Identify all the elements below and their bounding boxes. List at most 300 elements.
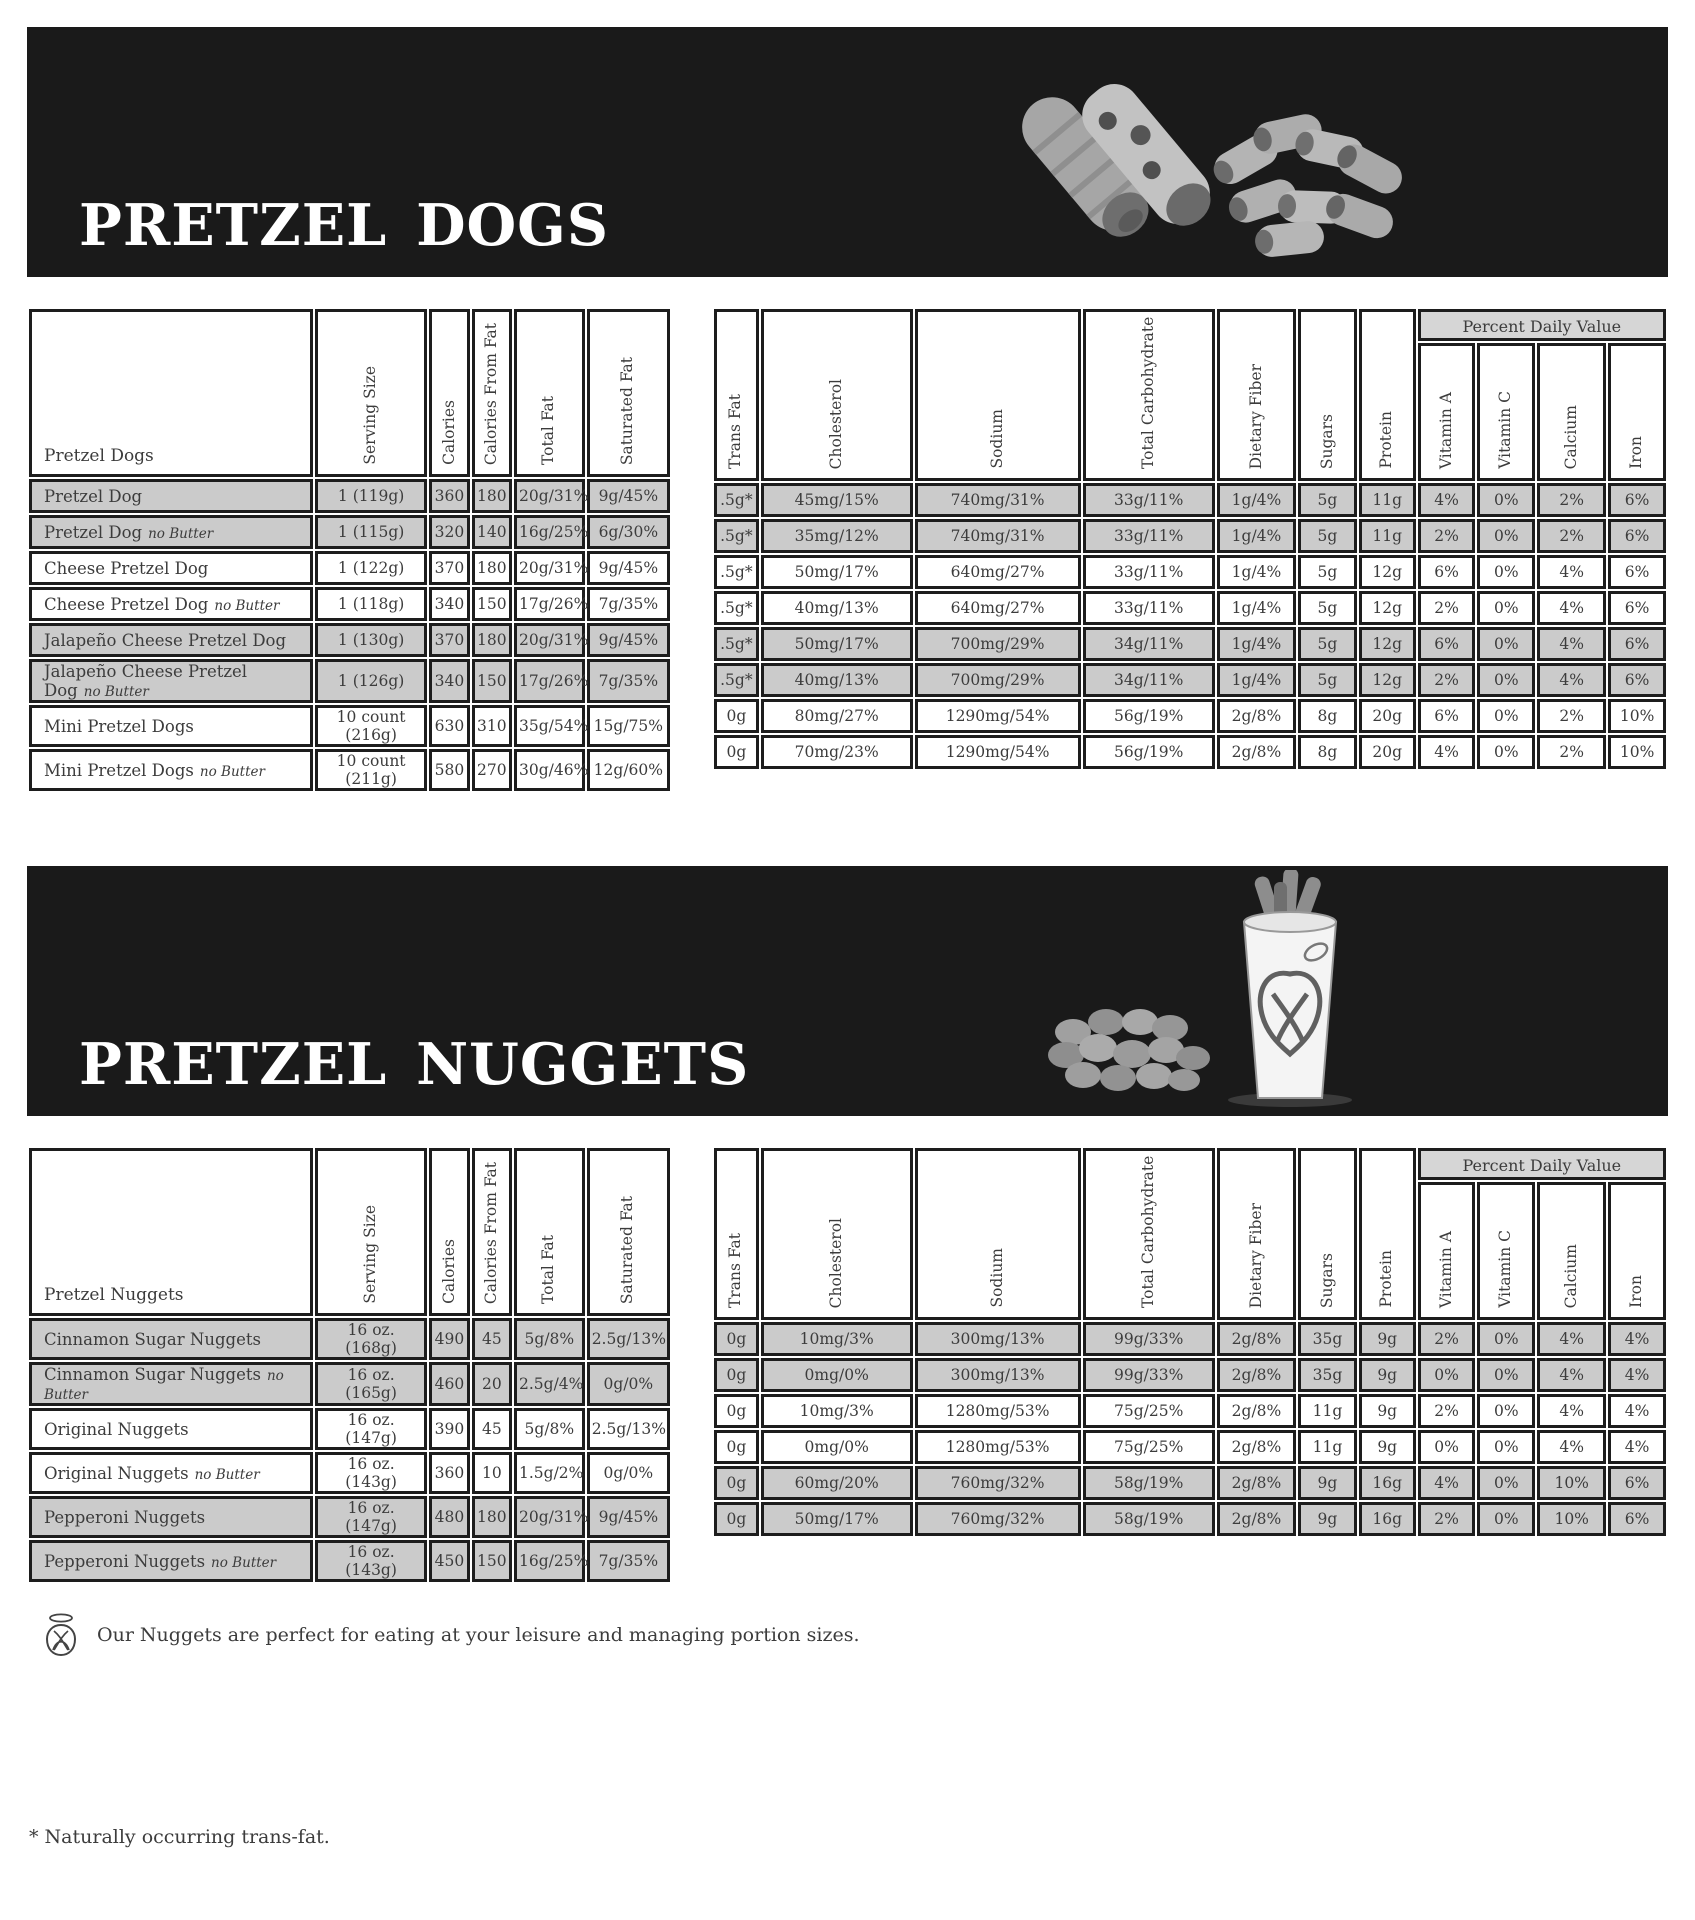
row-name-cell bbox=[29, 749, 313, 791]
value-cell: 20 bbox=[472, 1362, 512, 1406]
table-row bbox=[29, 1452, 670, 1494]
value-cell: 9g bbox=[1359, 1394, 1416, 1428]
item-name: Pepperoni Nuggets bbox=[44, 1551, 206, 1571]
col-total-carbohydrate: Total Carbohydrate bbox=[1083, 1148, 1215, 1320]
value-cell: 2g/8% bbox=[1217, 699, 1296, 733]
item-name: Original Nuggets bbox=[44, 1419, 189, 1439]
value-cell: 56g/19% bbox=[1083, 699, 1215, 733]
value-cell: 0mg/0% bbox=[761, 1358, 913, 1392]
pretzel-dogs-photo bbox=[978, 64, 1418, 269]
value-cell: 58g/19% bbox=[1083, 1502, 1215, 1536]
value-cell: 1 (126g) bbox=[315, 659, 427, 703]
value-cell: 4% bbox=[1537, 627, 1606, 661]
value-cell: 4% bbox=[1537, 1358, 1606, 1392]
value-cell: 0% bbox=[1477, 699, 1535, 733]
row-name-cell bbox=[29, 1408, 313, 1450]
value-cell: 320 bbox=[429, 515, 469, 549]
value-cell: 180 bbox=[472, 623, 512, 657]
value-cell: 10 count (211g) bbox=[315, 749, 427, 791]
value-cell: 700mg/29% bbox=[915, 627, 1081, 661]
value-cell: 9g bbox=[1359, 1430, 1416, 1464]
table-row bbox=[29, 551, 670, 585]
value-cell: 6% bbox=[1418, 699, 1476, 733]
table-row bbox=[714, 483, 1666, 517]
value-cell: 150 bbox=[472, 587, 512, 621]
col-calcium: Calcium bbox=[1537, 343, 1606, 481]
item-name: Original Nuggets bbox=[44, 1463, 189, 1483]
value-cell: 9g/45% bbox=[587, 551, 670, 585]
value-cell: 8g bbox=[1298, 735, 1357, 769]
value-cell: 4% bbox=[1608, 1430, 1666, 1464]
value-cell: 1g/4% bbox=[1217, 627, 1296, 661]
value-cell: 7g/35% bbox=[587, 659, 670, 703]
row-name-cell bbox=[29, 1496, 313, 1538]
value-cell: 1g/4% bbox=[1217, 483, 1296, 517]
value-cell: 0% bbox=[1477, 1394, 1535, 1428]
table-row bbox=[714, 1322, 1666, 1356]
value-cell: 0% bbox=[1477, 735, 1535, 769]
row-name-cell bbox=[29, 1318, 313, 1360]
col-vitamin-c: Vitamin C bbox=[1477, 343, 1535, 481]
header-row bbox=[714, 1148, 1666, 1180]
value-cell: 4% bbox=[1537, 1394, 1606, 1428]
table-row bbox=[714, 735, 1666, 769]
table-row bbox=[714, 1394, 1666, 1428]
col-serving-size: Serving Size bbox=[315, 309, 427, 477]
value-cell: 17g/26% bbox=[514, 587, 585, 621]
value-cell: 0g bbox=[714, 699, 759, 733]
value-cell: 2g/8% bbox=[1217, 1466, 1296, 1500]
nugget-cup bbox=[1244, 870, 1336, 1098]
pretzel-dogs-left-table bbox=[27, 307, 672, 793]
col-trans-fat: Trans Fat bbox=[714, 1148, 759, 1320]
value-cell: 1280mg/53% bbox=[915, 1430, 1081, 1464]
value-cell: 12g bbox=[1359, 627, 1416, 661]
value-cell: 760mg/32% bbox=[915, 1502, 1081, 1536]
value-cell: 360 bbox=[429, 1452, 469, 1494]
value-cell: 4% bbox=[1418, 1466, 1476, 1500]
row-name-cell bbox=[29, 515, 313, 549]
item-name: Jalapeño Cheese Pretzel Dog bbox=[44, 630, 287, 650]
value-cell: 20g bbox=[1359, 735, 1416, 769]
value-cell: 99g/33% bbox=[1083, 1322, 1215, 1356]
value-cell: 40mg/13% bbox=[761, 591, 913, 625]
col-protein: Protein bbox=[1359, 1148, 1416, 1320]
value-cell: 10 count (216g) bbox=[315, 705, 427, 747]
value-cell: 6% bbox=[1418, 555, 1476, 589]
value-cell: 480 bbox=[429, 1496, 469, 1538]
col-protein: Protein bbox=[1359, 309, 1416, 481]
value-cell: 390 bbox=[429, 1408, 469, 1450]
table-row bbox=[29, 479, 670, 513]
value-cell: 5g bbox=[1298, 483, 1357, 517]
header-row bbox=[29, 1148, 670, 1316]
col-saturated-fat: Saturated Fat bbox=[587, 309, 670, 477]
col-total-carbohydrate: Total Carbohydrate bbox=[1083, 309, 1215, 481]
value-cell: 1290mg/54% bbox=[915, 735, 1081, 769]
value-cell: 20g/31% bbox=[514, 479, 585, 513]
value-cell: 5g bbox=[1298, 591, 1357, 625]
value-cell: 6% bbox=[1608, 555, 1666, 589]
table-row bbox=[714, 1358, 1666, 1392]
value-cell: 35g bbox=[1298, 1322, 1357, 1356]
item-note: no Butter bbox=[44, 1368, 284, 1403]
value-cell: 50mg/17% bbox=[761, 627, 913, 661]
table-label: Pretzel Dogs bbox=[29, 309, 313, 477]
value-cell: 0g bbox=[714, 1466, 759, 1500]
value-cell: 4% bbox=[1537, 663, 1606, 697]
value-cell: 4% bbox=[1608, 1358, 1666, 1392]
value-cell: 45 bbox=[472, 1408, 512, 1450]
item-note: no Butter bbox=[194, 1466, 260, 1483]
value-cell: 4% bbox=[1537, 1430, 1606, 1464]
table-row bbox=[714, 555, 1666, 589]
value-cell: 34g/11% bbox=[1083, 663, 1215, 697]
value-cell: 9g bbox=[1298, 1466, 1357, 1500]
value-cell: 6% bbox=[1608, 591, 1666, 625]
col-sodium: Sodium bbox=[915, 309, 1081, 481]
section-title-pretzel-dogs: PRETZEL DOGS bbox=[79, 192, 609, 259]
value-cell: 4% bbox=[1608, 1394, 1666, 1428]
value-cell: 4% bbox=[1418, 483, 1476, 517]
value-cell: 9g/45% bbox=[587, 1496, 670, 1538]
table-label: Pretzel Nuggets bbox=[29, 1148, 313, 1316]
pretzel-nuggets-left-table bbox=[27, 1146, 672, 1584]
value-cell: 8g bbox=[1298, 699, 1357, 733]
value-cell: 4% bbox=[1537, 1322, 1606, 1356]
value-cell: 0% bbox=[1477, 1358, 1535, 1392]
col-iron: Iron bbox=[1608, 1182, 1666, 1320]
value-cell: 6% bbox=[1608, 627, 1666, 661]
table-row bbox=[714, 591, 1666, 625]
value-cell: 20g/31% bbox=[514, 623, 585, 657]
value-cell: 2% bbox=[1418, 519, 1476, 553]
value-cell: 0% bbox=[1477, 519, 1535, 553]
value-cell: 2g/8% bbox=[1217, 1358, 1296, 1392]
col-cholesterol: Cholesterol bbox=[761, 309, 913, 481]
value-cell: 16 oz. (168g) bbox=[315, 1318, 427, 1360]
col-vitamin-c: Vitamin C bbox=[1477, 1182, 1535, 1320]
value-cell: 340 bbox=[429, 587, 469, 621]
value-cell: 2.5g/13% bbox=[587, 1318, 670, 1360]
table-row bbox=[714, 1430, 1666, 1464]
value-cell: 5g bbox=[1298, 519, 1357, 553]
value-cell: 0% bbox=[1418, 1430, 1476, 1464]
value-cell: 16 oz. (143g) bbox=[315, 1452, 427, 1494]
item-name: Cheese Pretzel Dog bbox=[44, 558, 209, 578]
value-cell: 300mg/13% bbox=[915, 1358, 1081, 1392]
value-cell: 2% bbox=[1418, 1394, 1476, 1428]
item-name: Cheese Pretzel Dog bbox=[44, 594, 209, 614]
value-cell: 12g bbox=[1359, 591, 1416, 625]
table-row bbox=[29, 705, 670, 747]
value-cell: 20g/31% bbox=[514, 1496, 585, 1538]
value-cell: 11g bbox=[1298, 1430, 1357, 1464]
value-cell: 1 (122g) bbox=[315, 551, 427, 585]
value-cell: 180 bbox=[472, 551, 512, 585]
table-row bbox=[29, 587, 670, 621]
value-cell: 6g/30% bbox=[587, 515, 670, 549]
value-cell: 35mg/12% bbox=[761, 519, 913, 553]
value-cell: 33g/11% bbox=[1083, 591, 1215, 625]
value-cell: 490 bbox=[429, 1318, 469, 1360]
row-name-cell bbox=[29, 587, 313, 621]
col-sugars: Sugars bbox=[1298, 1148, 1357, 1320]
value-cell: 5g bbox=[1298, 663, 1357, 697]
table-row bbox=[714, 627, 1666, 661]
value-cell: 1 (115g) bbox=[315, 515, 427, 549]
value-cell: 34g/11% bbox=[1083, 627, 1215, 661]
value-cell: 2g/8% bbox=[1217, 1322, 1296, 1356]
value-cell: 1290mg/54% bbox=[915, 699, 1081, 733]
item-name: Jalapeño Cheese Pretzel Dog bbox=[44, 662, 248, 700]
col-iron: Iron bbox=[1608, 343, 1666, 481]
col-cholesterol: Cholesterol bbox=[761, 1148, 913, 1320]
value-cell: 35g/54% bbox=[514, 705, 585, 747]
nuggets-footnote-text: Our Nuggets are perfect for eating at your leisure and managing portion sizes. bbox=[97, 1624, 860, 1646]
value-cell: 17g/26% bbox=[514, 659, 585, 703]
value-cell: 1280mg/53% bbox=[915, 1394, 1081, 1428]
value-cell: 60mg/20% bbox=[761, 1466, 913, 1500]
value-cell: 58g/19% bbox=[1083, 1466, 1215, 1500]
col-saturated-fat: Saturated Fat bbox=[587, 1148, 670, 1316]
value-cell: 0g bbox=[714, 735, 759, 769]
table-row bbox=[714, 1502, 1666, 1536]
col-sodium: Sodium bbox=[915, 1148, 1081, 1320]
pretzel-dogs-banner bbox=[27, 27, 1668, 277]
table-row bbox=[29, 659, 670, 703]
value-cell: 0% bbox=[1477, 591, 1535, 625]
value-cell: 10% bbox=[1537, 1502, 1606, 1536]
item-note: no Butter bbox=[214, 597, 280, 614]
value-cell: 360 bbox=[429, 479, 469, 513]
item-name: Mini Pretzel Dogs bbox=[44, 716, 194, 736]
header-row bbox=[29, 309, 670, 477]
value-cell: 16g/25% bbox=[514, 515, 585, 549]
row-name-cell bbox=[29, 1540, 313, 1582]
value-cell: 99g/33% bbox=[1083, 1358, 1215, 1392]
value-cell: 0% bbox=[1477, 483, 1535, 517]
value-cell: 11g bbox=[1298, 1394, 1357, 1428]
value-cell: 1g/4% bbox=[1217, 591, 1296, 625]
row-name-cell bbox=[29, 1362, 313, 1406]
value-cell: 2% bbox=[1537, 699, 1606, 733]
item-note: no Butter bbox=[83, 684, 149, 700]
value-cell: 740mg/31% bbox=[915, 483, 1081, 517]
col-total-fat: Total Fat bbox=[514, 1148, 585, 1316]
value-cell: 0g/0% bbox=[587, 1362, 670, 1406]
table-row bbox=[714, 1466, 1666, 1500]
row-name-cell bbox=[29, 479, 313, 513]
value-cell: 760mg/32% bbox=[915, 1466, 1081, 1500]
item-name: Pretzel Dog bbox=[44, 522, 143, 542]
value-cell: 2% bbox=[1418, 1322, 1476, 1356]
value-cell: 2g/8% bbox=[1217, 735, 1296, 769]
value-cell: 180 bbox=[472, 479, 512, 513]
table-row bbox=[29, 1318, 670, 1360]
value-cell: 30g/46% bbox=[514, 749, 585, 791]
value-cell: 56g/19% bbox=[1083, 735, 1215, 769]
value-cell: 10mg/3% bbox=[761, 1394, 913, 1428]
value-cell: 16 oz. (143g) bbox=[315, 1540, 427, 1582]
table-row bbox=[29, 1362, 670, 1406]
value-cell: 33g/11% bbox=[1083, 555, 1215, 589]
value-cell: 9g bbox=[1359, 1322, 1416, 1356]
value-cell: 0% bbox=[1477, 1466, 1535, 1500]
value-cell: 2g/8% bbox=[1217, 1394, 1296, 1428]
value-cell: 0g bbox=[714, 1322, 759, 1356]
value-cell: 1g/4% bbox=[1217, 663, 1296, 697]
value-cell: 10 bbox=[472, 1452, 512, 1494]
nuggets-footnote bbox=[43, 1612, 1668, 1658]
value-cell: 340 bbox=[429, 659, 469, 703]
table-row bbox=[714, 663, 1666, 697]
value-cell: 80mg/27% bbox=[761, 699, 913, 733]
value-cell: 150 bbox=[472, 1540, 512, 1582]
value-cell: 1.5g/2% bbox=[514, 1452, 585, 1494]
row-name-cell bbox=[29, 1452, 313, 1494]
value-cell: 16 oz. (165g) bbox=[315, 1362, 427, 1406]
col-vitamin-a: Vitamin A bbox=[1418, 1182, 1476, 1320]
trans-fat-footnote: * Naturally occurring trans-fat. bbox=[29, 1826, 330, 1848]
value-cell: .5g* bbox=[714, 519, 759, 553]
row-name-cell bbox=[29, 659, 313, 703]
value-cell: 0% bbox=[1477, 663, 1535, 697]
value-cell: 16g/25% bbox=[514, 1540, 585, 1582]
value-cell: 5g bbox=[1298, 627, 1357, 661]
value-cell: 0% bbox=[1477, 555, 1535, 589]
value-cell: 10% bbox=[1608, 699, 1666, 733]
table-row bbox=[29, 1408, 670, 1450]
value-cell: 33g/11% bbox=[1083, 483, 1215, 517]
value-cell: 6% bbox=[1608, 483, 1666, 517]
col-calories: Calories bbox=[429, 1148, 469, 1316]
pretzel-halo-icon bbox=[43, 1612, 79, 1658]
value-cell: 700mg/29% bbox=[915, 663, 1081, 697]
value-cell: 20g/31% bbox=[514, 551, 585, 585]
value-cell: 16g bbox=[1359, 1502, 1416, 1536]
pretzel-dogs-right-table bbox=[712, 307, 1668, 771]
value-cell: 6% bbox=[1608, 663, 1666, 697]
value-cell: 70mg/23% bbox=[761, 735, 913, 769]
value-cell: 12g/60% bbox=[587, 749, 670, 791]
value-cell: 0g bbox=[714, 1394, 759, 1428]
value-cell: 0% bbox=[1477, 1430, 1535, 1464]
item-name: Pepperoni Nuggets bbox=[44, 1507, 206, 1527]
value-cell: 12g bbox=[1359, 663, 1416, 697]
value-cell: 16 oz. (147g) bbox=[315, 1408, 427, 1450]
value-cell: 20g bbox=[1359, 699, 1416, 733]
value-cell: 2% bbox=[1418, 591, 1476, 625]
value-cell: 50mg/17% bbox=[761, 555, 913, 589]
value-cell: 2.5g/4% bbox=[514, 1362, 585, 1406]
value-cell: 0% bbox=[1477, 1322, 1535, 1356]
item-note: no Butter bbox=[199, 763, 265, 780]
value-cell: 6% bbox=[1608, 1502, 1666, 1536]
value-cell: 2% bbox=[1537, 483, 1606, 517]
item-name: Pretzel Dog bbox=[44, 486, 143, 506]
row-name-cell bbox=[29, 623, 313, 657]
value-cell: 35g bbox=[1298, 1358, 1357, 1392]
value-cell: 2% bbox=[1418, 663, 1476, 697]
value-cell: 0% bbox=[1477, 627, 1535, 661]
value-cell: 640mg/27% bbox=[915, 555, 1081, 589]
value-cell: 9g/45% bbox=[587, 479, 670, 513]
table-row bbox=[29, 515, 670, 549]
value-cell: 150 bbox=[472, 659, 512, 703]
value-cell: 9g bbox=[1298, 1502, 1357, 1536]
value-cell: 1 (118g) bbox=[315, 587, 427, 621]
value-cell: 9g bbox=[1359, 1358, 1416, 1392]
value-cell: 0g bbox=[714, 1502, 759, 1536]
value-cell: 11g bbox=[1359, 483, 1416, 517]
value-cell: 740mg/31% bbox=[915, 519, 1081, 553]
header-row bbox=[714, 309, 1666, 341]
nugget-pile bbox=[1048, 1009, 1210, 1091]
percent-daily-value-header: Percent Daily Value bbox=[1418, 309, 1666, 341]
value-cell: 270 bbox=[472, 749, 512, 791]
value-cell: .5g* bbox=[714, 663, 759, 697]
value-cell: 0% bbox=[1418, 1358, 1476, 1392]
value-cell: 50mg/17% bbox=[761, 1502, 913, 1536]
value-cell: 0g bbox=[714, 1430, 759, 1464]
col-calories: Calories bbox=[429, 309, 469, 477]
col-dietary-fiber: Dietary Fiber bbox=[1217, 309, 1296, 481]
value-cell: 2g/8% bbox=[1217, 1502, 1296, 1536]
col-calcium: Calcium bbox=[1537, 1182, 1606, 1320]
item-note: no Butter bbox=[211, 1554, 277, 1571]
value-cell: 460 bbox=[429, 1362, 469, 1406]
col-trans-fat: Trans Fat bbox=[714, 309, 759, 481]
value-cell: 1 (119g) bbox=[315, 479, 427, 513]
value-cell: 16g bbox=[1359, 1466, 1416, 1500]
value-cell: 33g/11% bbox=[1083, 519, 1215, 553]
value-cell: 10% bbox=[1608, 735, 1666, 769]
value-cell: .5g* bbox=[714, 555, 759, 589]
table-row bbox=[29, 1540, 670, 1582]
value-cell: 2.5g/13% bbox=[587, 1408, 670, 1450]
table-row bbox=[714, 519, 1666, 553]
value-cell: 300mg/13% bbox=[915, 1322, 1081, 1356]
percent-daily-value-header: Percent Daily Value bbox=[1418, 1148, 1666, 1180]
item-name: Mini Pretzel Dogs bbox=[44, 760, 194, 780]
value-cell: 75g/25% bbox=[1083, 1394, 1215, 1428]
pretzel-nuggets-banner bbox=[27, 866, 1668, 1116]
pretzel-nuggets-tables bbox=[27, 1146, 1668, 1584]
value-cell: 10% bbox=[1537, 1466, 1606, 1500]
row-name-cell bbox=[29, 551, 313, 585]
value-cell: 12g bbox=[1359, 555, 1416, 589]
col-total-fat: Total Fat bbox=[514, 309, 585, 477]
value-cell: 2% bbox=[1537, 519, 1606, 553]
value-cell: 580 bbox=[429, 749, 469, 791]
value-cell: 2% bbox=[1537, 735, 1606, 769]
value-cell: 180 bbox=[472, 1496, 512, 1538]
value-cell: 11g bbox=[1359, 519, 1416, 553]
value-cell: .5g* bbox=[714, 627, 759, 661]
pretzel-nuggets-right-table bbox=[712, 1146, 1668, 1538]
value-cell: 310 bbox=[472, 705, 512, 747]
col-dietary-fiber: Dietary Fiber bbox=[1217, 1148, 1296, 1320]
item-name: Cinnamon Sugar Nuggets bbox=[44, 1365, 261, 1384]
value-cell: 0mg/0% bbox=[761, 1430, 913, 1464]
value-cell: 5g bbox=[1298, 555, 1357, 589]
value-cell: 10mg/3% bbox=[761, 1322, 913, 1356]
value-cell: 370 bbox=[429, 623, 469, 657]
value-cell: 9g/45% bbox=[587, 623, 670, 657]
value-cell: .5g* bbox=[714, 591, 759, 625]
pretzel-dogs-tables bbox=[27, 307, 1668, 793]
